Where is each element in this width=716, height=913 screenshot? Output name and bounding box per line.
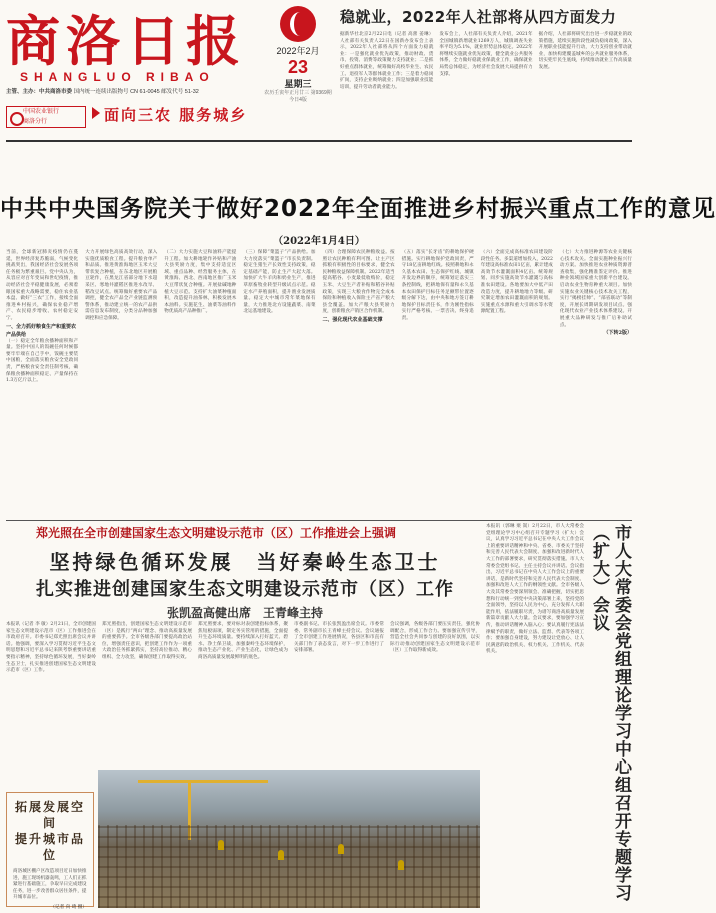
top-right-col-3: 据介绍，人社部将研究出台进一步稳就业的政策措施，延续实施阶段性减负稳岗政策，深入开展职业技能提升行动，大力支持创业带动就业，加快构建覆盖城乡的公共就业服务体系，切实兜牢民生底线，持续推动就业工作高质量发展。 [538,32,632,70]
worker-figure [218,840,224,850]
policy-text: 当前，全球新冠肺炎疫情仍在蔓延，世界经济复苏脆弱，气候变化挑战突出，我国经济社会发展各项任务极为繁重艰巨。党中央认为，从容应对百年变局和世纪疫情，推动经济社会平稳健康发展，必须着眼国家重大战略需要，稳住农业基本盘、做好“三农”工作，接续全面推进乡村振兴，确保农业稳产增产、农民稳步增收、农村稳定安宁。 [6,250,79,321]
lower-subheadline: 张凯盈高健出席 王青峰主持 [166,606,323,620]
lower-kicker: 郑光照在全市创建国家生态文明建设示范市（区）工作推进会上强调 [36,526,397,540]
worker-figure [278,850,284,860]
sponsor-slogan: 面向三农 服务城乡 [92,104,247,125]
date-year-month: 2022年2月 [276,46,320,56]
date-weekday: 星期三 [284,79,312,89]
policy-subhead: 二、强化现代农业基础支撑 [322,316,383,323]
sponsor-row [6,102,336,132]
lower-col-5: 会议强调，各级各部门要压实责任，强化协调配合，形成工作合力。要加强宣传引导，营造全社会共同参与创建的良好氛围，以实际行动推动创建国家生态文明建设示范市（区）工作取得新成效。 [390,622,480,654]
masthead [6,6,336,136]
side-article-body: 本报讯（郭琳 栗 嵩）2月22日，市人大常委会党组理论学习中心组召开专题学习（扩大）会议，认真学习习近平总书记在中央人大工作会议上的重要讲话精神和中央、省委、市委关于坚持和完善人民代表大会制度、加强和改进新时代人大工作的部署要求，研究贯彻落实措施。市人大常委会党组书记、主任主持会议并讲话。会议指出，习近平总书记在中央人大工作会议上的重要讲话，是新时代坚持和完善人民代表大会制度、加强和改进人大工作的纲领性文献。全市各级人大及其常委会要深刻领会、准确把握，切实把思想和行动统一到党中央决策部署上来，坚持党的全面领导，坚持以人民为中心，充分发挥人大职能作用，依法履职尽责，为谱写商洛高质量发展新篇章贡献人大力量。会议要求，要加强学习宣传，推动讲话精神入脑入心；要认真履行宪法法律赋予的职责，做好立法、监督、代表等各项工作；要加强自身建设，努力建设让党放心、让人民满意的政治机关、权力机关、工作机关、代表机关。 [486,524,584,655]
caption-title-1: 拓展发展空间 [14,800,85,830]
policy-text: （一）稳定全年粮食播种面积和产量。坚持中国人的饭碗任何时候都要牢牢端在自己手中，饭碗主要装中国粮，全面落实粮食安全党政同责，严格粮食安全责任制考核，确保粮食播种面积稳定、产量保持在1.3万亿斤以上。 [6,338,79,384]
lower-col-4: 市委副书记、市长张凯盈出席会议。市委常委、常务副市长王青峰主持会议。会议通报了全市创建工作进展情况，各县区和市直有关部门作了表态发言，对下一步工作进行了安排部署。 [294,622,384,654]
policy-subhead: 一、全力抓好粮食生产和重要农产品供给 [6,323,77,338]
worker-figure [338,844,344,854]
bank-sub: 商洛分行 [23,119,48,125]
side-article-headline: 市人大常委会党组理论学习中心组召开专题学习（扩大）会议 [589,524,631,902]
caption-source: （记者 向 琦 摄） [50,904,87,910]
top-right-article [340,6,632,136]
policy-col-2: 大力开展绿色高质高效行动，深入实施优质粮食工程。提升粮食单产和品质。推进黄淮海地区玉米大豆带状复合种植，在东北地区开展粮豆轮作，在黑龙江省部分地下水超采区、寒地井灌稻区推进水改旱、稻改豆试点。统筹做好重要农产品调控，健全农产品全产业链监测预警体系，推动建立统一的农产品供需信息发布制度，分类分品种加强调控和应急保障。 [85,250,158,321]
lower-headline-2: 扎实推进创建国家生态文明建设示范市（区）工作 [36,579,454,600]
caption-body: 商洛城区棚户区改造项目近日加快推进，施工现场机器轰鸣，工人们正抓紧进行基础施工，争取早日完成建设任务，进一步改善群众居住条件，提升城市品位。 [13,869,87,901]
publisher: 主管、主办：中共商洛市委 [6,89,73,95]
top-right-columns [340,32,632,136]
issue-info: 农历壬寅年正月廿三 第9369期 今日4版 [264,90,332,103]
bank-name: 中国农业银行 [23,109,60,115]
caption-title-2: 提升城市品位 [14,832,85,862]
main-headline-date: （2022年1月4日） [273,236,365,247]
newspaper-pinyin: SHANGLUO RIBAO [20,70,215,84]
lower-section [6,524,632,909]
crane-arm [138,780,268,783]
newspaper-logo: 商洛日报 [6,9,246,73]
policy-col-1 [6,250,78,518]
lower-headline-1: 坚持绿色循环发展 当好秦岭生态卫士 [49,550,441,574]
cn-number: 国内统一连续出版物号 CN 61-0045 邮发代号 51-32 [73,89,199,95]
lower-col-2: 郑光照指出，创建国家生态文明建设示范市（区）是践行“两山”理念、推动高质量发展的重要抓手。全市各级各部门要提高政治站位，增强责任意识，把创建工作作为一项重大政治任务抓紧抓实，坚持高位推动、精心组织、全力攻坚，确保创建工作取得实效。 [102,622,192,660]
top-right-col-2: 发布会上，人社部有关负责人介绍，2021年全国城镇新增就业1269万人，城镇调查失业率平均为5.1%，就业形势总体稳定。2022年将继续实施就业优先政策，健全就业公共服务体系，全力做好稳就业保就业工作，确保就业局势总体稳定，为经济社会发展大局提供有力支撑。 [439,32,533,77]
policy-col-7: （六）全面完成高标准农田建设阶段性任务。多渠道增加投入，2022年建设高标准农田1亿亩，累计建成高效节水灌溉面积4亿亩。统筹规划、同步实施高效节水灌溉与高标准农田建设。各地要加大中低产田改造力度，提升耕地地力等级。研究制定增加农田灌溉面积的规划。实施重点水源和重大引调水等水资源配置工程。 [480,250,553,315]
rebar-grid [98,825,480,908]
main-headline: 中共中央国务院关于做好2022年全面推进乡村振兴重点工作的意见 [0,196,716,222]
date-day: 23 [287,57,309,77]
photo-caption-box [6,792,94,910]
policy-text: （七）大力推进种源等农业关键核心技术攻关。全面实施种业振兴行动方案。加快推进农业种质资源普查收集，强化精准鉴定评价。推进种业领域国家重大创新平台建设。启动农业生物育种重大项目。加快实施农业关键核心技术攻关工程，实行“揭榜挂帅”、“部省联动”等制度，开展长周期研发项目试点。强化现代农业产业技术体系建设。开展重大品种研发与推广后补助试点。 [559,250,632,328]
policy-article [6,250,632,518]
side-article [486,524,632,909]
policy-text: （四）合理保障农民种粮收益。按照让农民种粮有利可图、让主产区抓粮有积极性的目标要求，健全农民种粮收益保障机制。2022年适当提高稻谷、小麦最低收购价，稳定玉米、大豆生产者补贴和稻谷补贴政策，实现三大粮食作物完全成本保险和种植收入保险主产省产粮大县全覆盖。加大产粮大县奖励力度，创新粮食产销区合作机制。 [322,250,395,315]
publisher-info [6,88,336,97]
policy-col-4: （三）保障“菜篮子”产品供给。加大力度落实“菜篮子”市长负责制。稳定生猪生产长效性支持政策，稳定基础产能，防止生产大起大落。加快扩大牛羊肉和奶业生产，推进草原畜牧业转型升级试点示范。稳定水产养殖面积，提升渔业发展质量。稳定大中城市常年菜地保有量，大力推进北方设施蔬菜、南菜北运基地建设。 [243,250,316,315]
construction-site-photo [98,770,480,908]
continued-note: （下转2版） [603,330,632,337]
divider [6,520,632,521]
flame-emblem-icon [280,6,316,42]
lower-col-3: 郑光照要求，要对标对表创建指标体系，聚焦短板弱项，制定务实管用的措施，全面提升生态环境质量。要持续深入打好蓝天、碧水、净土保卫战，加强秦岭生态环境保护，推动生态产业化、产业生态化，让绿色成为商洛高质量发展最鲜明的底色。 [198,622,288,660]
policy-col-8 [560,250,632,518]
divider [6,140,632,142]
policy-col-5 [323,250,395,518]
top-right-col-1: 据新华社北京2月22日电（记者 高蕾 姜琳）人社部有关负责人22日在国新办发布会上表示，2022年人社部将从四个方面发力稳就业：一是强化就业优先政策，推动财政、货币、投资、消费等政策聚力支持就业；二是抓好重点群体就业，统筹做好高校毕业生、农民工、退役军人等群体就业工作；三是着力稳岗扩岗，支持企业吸纳就业；四是加强职业技能培训，提升劳动者就业能力。 [340,32,434,90]
bank-logo [6,106,86,128]
top-right-headline: 稳就业，2022年人社部将从四方面发力 [340,8,617,26]
policy-col-6: （五）落实“长牙齿”的耕地保护硬措施。实行耕地保护党政同责，严守18亿亩耕地红线。按照耕地和永久基本农田、生态保护红线、城镇开发边界的顺序，统筹划定落实三条控制线，把耕地保有量和永久基本农田保护目标任务足额带位置逐级分解下达，由中央和地方签订耕地保护目标责任书，作为刚性指标实行严格考核、一票否决、终身追责。 [401,250,474,321]
worker-figure [398,860,404,870]
policy-col-3: （二）大力实施大豆和油料产能提升工程。加大耕地轮作补贴和产油大县奖励力度，集中支持适宜区域、重点品种、经营服务主体，在黄淮海、西北、西南地区推广玉米大豆带状复合种植。开展盐碱地种植大豆示范。支持扩大油菜种植面积，改造提升油茶林，积极发展木本油料。实施花生、油菜等油料作物优质高产品种推广。 [164,250,237,315]
lower-col-1: 本报讯（记者 李 敏）2月21日，全市创建国家生态文明建设示范市（区）工作推进会在市政府召开。市委书记郑光照出席会议并讲话。他强调，要深入学习贯彻习近平生态文明思想和习近平总书记来陕考察重要讲话重要指示精神，坚持绿色循环发展，当好秦岭生态卫士，扎实推进创建国家生态文明建设示范市（区）工作。 [6,622,96,674]
